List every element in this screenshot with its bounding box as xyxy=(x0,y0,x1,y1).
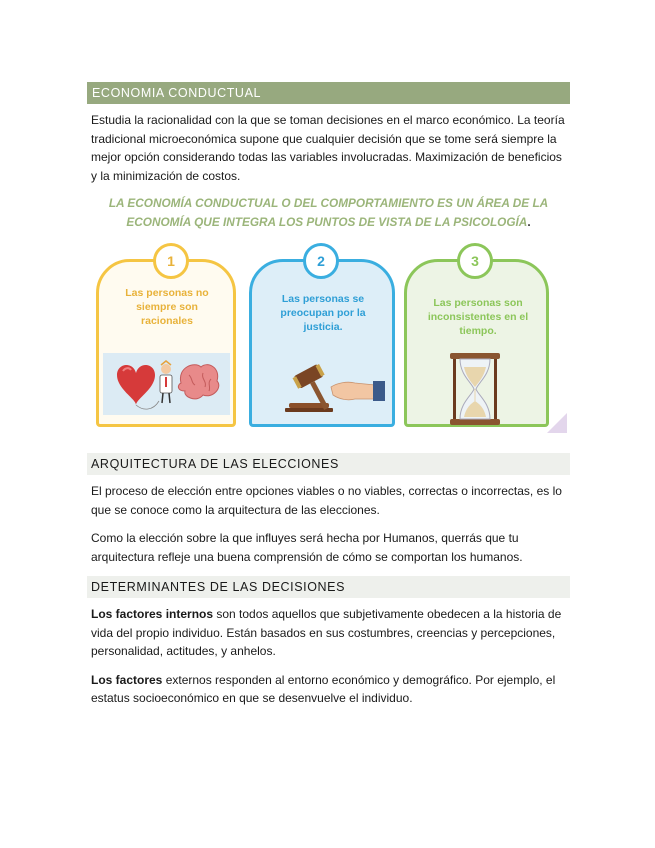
section-heading-economia-conductual: ECONOMIA CONDUCTUAL xyxy=(87,82,570,104)
factores-externos-paragraph xyxy=(87,671,570,708)
factores-internos-paragraph xyxy=(87,605,570,661)
card-3-text: Las personas son inconsistentes en el tiempo. xyxy=(427,297,529,337)
infographic-cards xyxy=(87,241,570,441)
intro-paragraph: Estudia la racionalidad con la que se toman decisiones en el marco económico. La teoría tradicional microeconómica supone que cualquier decisión que se tome será siempre la mejor opción considerando todas las variables involucradas. Maximización de beneficios y la minimización de costos. xyxy=(91,113,565,183)
highlight-quote xyxy=(87,194,570,231)
factores-externos-text: externos responden al entorno económico y demográfico. Por ejemplo, el estatus socioeconómico en que se desenvuelve el individuo. xyxy=(91,672,556,705)
corner-decoration xyxy=(547,413,567,433)
gavel-icon xyxy=(275,359,385,415)
hourglass-icon xyxy=(440,351,510,427)
heart-brain-icon xyxy=(103,353,230,415)
document-page xyxy=(87,82,570,708)
quote-period: . xyxy=(527,214,531,229)
arquitectura-paragraph-2: Como la elección sobre la que influyes será hecha por Humanos, querrás que tu arquitectura refleje una buena comprensión de cómo se comportan los humanos. xyxy=(91,531,523,564)
card-2-text: Las personas se preocupan por la justicia. xyxy=(280,293,366,333)
card-1-text: Las personas no siempre son racionales xyxy=(125,287,209,327)
card-2-badge: 2 xyxy=(303,243,339,279)
card-3-badge: 3 xyxy=(457,243,493,279)
card-1-badge: 1 xyxy=(153,243,189,279)
factores-internos-bold: Los factores internos xyxy=(91,607,214,621)
factores-internos-text: son todos aquellos que subjetivamente obedecen a la historia de vida del propio individuo. Están basados en sus costumbres, creencias y percepciones, personalidad, actitudes, y anhelos. xyxy=(91,607,562,658)
arquitectura-paragraph-1: El proceso de elección entre opciones viables o no viables, correctas o incorrectas, es lo que se conoce como la arquitectura de las elecciones. xyxy=(91,484,562,517)
section-heading-determinantes: DETERMINANTES DE LAS DECISIONES xyxy=(87,576,570,598)
factores-externos-bold: Los factores xyxy=(91,672,163,687)
section-heading-arquitectura: ARQUITECTURA DE LAS ELECCIONES xyxy=(87,453,570,475)
quote-text: LA ECONOMÍA CONDUCTUAL O DEL COMPORTAMIENTO ES UN ÁREA DE LA ECONOMÍA QUE INTEGRA LOS PUNTOS DE VISTA DE LA PSICOLOGÍA xyxy=(108,196,549,229)
